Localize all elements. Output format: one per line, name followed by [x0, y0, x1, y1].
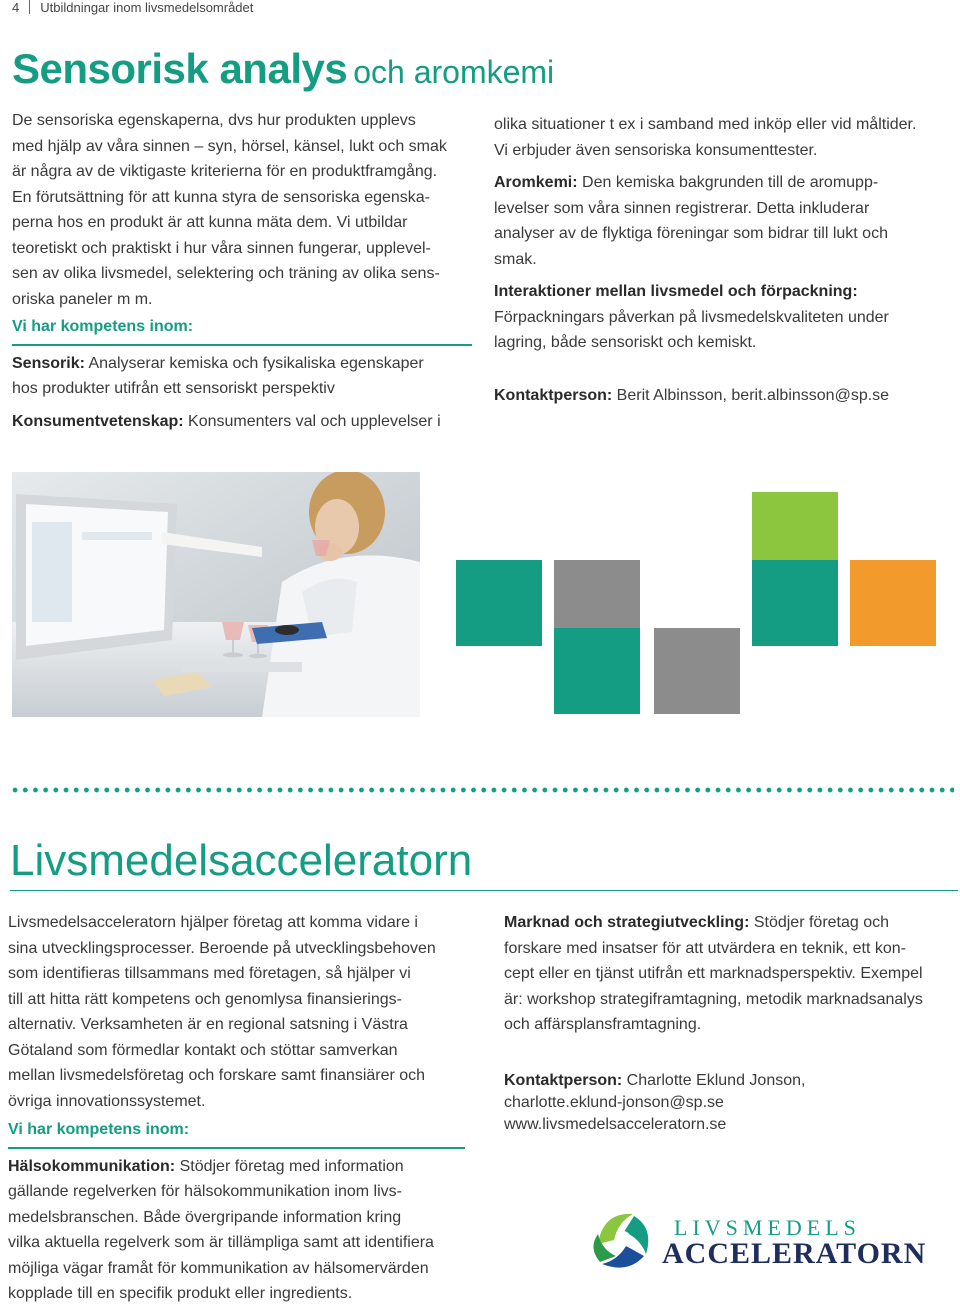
page-number: 4 [12, 0, 20, 15]
aromkemi-label: Aromkemi: [494, 174, 578, 191]
aromkemi-text: levelser som våra sinnen registrerar. Detta inkluderar [494, 199, 870, 217]
square-orange [850, 560, 936, 646]
aromkemi-text: smak. [494, 250, 537, 268]
sensorik-text: Analyserar kemiska och fysikaliska egenskaper [84, 354, 424, 372]
kontakt-text: Berit Albinsson, berit.albinsson@sp.se [612, 386, 890, 404]
paragraph-line: som identifieras tillsammans med företagen, så hjälper vi [8, 965, 411, 982]
paragraph-line: Götaland som förmedlar kontakt och stöttar samverkan [8, 1041, 398, 1059]
logo-swirl-icon [588, 1204, 658, 1274]
kontakt-label: Kontaktperson: [504, 1071, 623, 1089]
marknad-line: cept eller en tjänst utifrån ett marknadsperspektiv. Exempel [504, 965, 923, 982]
logo-line2: ACCELERATORN [662, 1237, 927, 1270]
halso-label: Hälsokommunikation: [8, 1157, 176, 1175]
intro-column [12, 108, 482, 434]
intro-line: med hjälp av våra sinnen – syn, hörsel, känsel, lukt och smak [12, 137, 447, 155]
intro-line: sen av olika livsmedel, selektering och träning av olika sens- [12, 265, 440, 282]
kontakt-line [494, 383, 956, 409]
lab-photo-illustration [12, 472, 420, 717]
interaktion-text: Förpackningars påverkan på livsmedelskvaliteten under [494, 308, 889, 326]
marknad-text: Stödjer företag och [749, 914, 890, 931]
lab-photo [12, 472, 420, 717]
halso-line: gällande regelverken för hälsokommunikation inom livs- [8, 1183, 402, 1200]
decorative-squares [450, 488, 910, 728]
kontakt-label: Kontaktperson: [494, 386, 613, 404]
title-bold: Sensorisk analys [12, 45, 348, 92]
konsument-cont: olika situationer t ex i samband med inköp eller vid måltider. [494, 116, 917, 133]
section-name: Utbildningar inom livsmedelsområdet [40, 0, 254, 15]
intro-line: är några av de viktigaste kriterierna för en produktframgång. [12, 163, 438, 180]
square-gray [654, 628, 740, 714]
square-teal [752, 560, 838, 646]
kontakt-website: www.livsmedelsacceleratorn.se [504, 1115, 727, 1133]
marknad-label: Marknad och strategiutveckling: [504, 914, 750, 931]
sensorik-text-cont: hos produkter utifrån ett sensoriskt perspektiv [12, 380, 335, 397]
title-light: och aromkemi [353, 54, 555, 90]
konsument-text: Konsumenters val och upplevelser i [183, 412, 441, 430]
intro-line: De sensoriska egenskaperna, dvs hur produkten upplevs [12, 112, 416, 129]
running-header [12, 0, 253, 16]
aromkemi-text: analyser av de flyktiga föreningar som bidrar till lukt och [494, 225, 888, 242]
halso-line: möjliga vägar framåt för kommunikation av hälsomervärden [8, 1259, 429, 1277]
marknad-item [504, 910, 958, 936]
paragraph-line: Livsmedelsacceleratorn hjälper företag att komma vidare i [8, 914, 418, 931]
heading-rule [8, 1147, 465, 1149]
accelerator-left-column [8, 910, 478, 1307]
intro-paragraph [12, 108, 482, 312]
heading-rule [12, 344, 472, 346]
square-teal [554, 628, 640, 714]
accelerator-title: Livsmedelsacceleratorn [10, 836, 473, 885]
aromkemi-text: Den kemiska bakgrunden till de aromupp- [577, 174, 879, 191]
accelerator-paragraph [8, 910, 478, 1114]
marknad-line: är: workshop strategiframtagning, metodik marknadsanalys [504, 990, 923, 1008]
kontakt-block [504, 1070, 958, 1136]
halso-line: vilka aktuella regelverk som är tillämpliga samt att identifiera [8, 1234, 434, 1251]
halso-line: medelsbranschen. Både övergripande information kring [8, 1208, 402, 1226]
accelerator-right-column [504, 910, 958, 1136]
konsument-label: Konsumentvetenskap: [12, 412, 184, 430]
marknad-line: och affärsplansframtagning. [504, 1016, 702, 1033]
paragraph-line: mellan livsmedelsföretag och forskare samt finansiärer och [8, 1067, 426, 1084]
marknad-line: forskare med insatser för att utvärdera en teknik, ett kon- [504, 939, 906, 957]
right-column [494, 112, 956, 408]
kontakt-email: charlotte.eklund-jonson@sp.se [504, 1093, 724, 1111]
interaktion-label: Interaktioner mellan livsmedel och förpackning: [494, 283, 858, 300]
intro-line: teoretiskt och praktiskt i hur våra sinnen fungerar, upplevel- [12, 239, 431, 257]
konsument-item [12, 409, 482, 435]
sensorik-label: Sensorik: [12, 354, 85, 372]
intro-line: oriska paneler m m. [12, 290, 153, 308]
kontakt-name: Charlotte Eklund Jonson, [622, 1071, 806, 1089]
section-title [12, 44, 554, 97]
title-rule [10, 890, 958, 891]
paragraph-line: övriga innovationssystemet. [8, 1092, 206, 1110]
interaktion-text: lagring, både sensoriskt och kemiskt. [494, 334, 757, 351]
paragraph-line: alternativ. Verksamheten är en regional satsning i Västra [8, 1016, 408, 1033]
halso-text: Stödjer företag med information [175, 1157, 404, 1175]
paragraph-line: till att hitta rätt kompetens och genomlysa finansierings- [8, 990, 402, 1008]
intro-line: perna hos en produkt är att kunna mäta dem. Vi utbildar [12, 214, 408, 231]
kontakt-line [504, 1070, 958, 1092]
kompetens-heading: Vi har kompetens inom: [8, 1121, 190, 1138]
dotted-divider [10, 786, 954, 794]
sensorik-item [12, 351, 482, 377]
accelerator-logo [588, 1200, 928, 1280]
halso-item [8, 1154, 478, 1180]
kompetens-heading: Vi har kompetens inom: [12, 318, 194, 335]
intro-line: En förutsättning för att kunna styra de sensoriska egenska- [12, 188, 431, 206]
halso-line: kopplade till en specifik produkt eller ingredients. [8, 1285, 353, 1302]
paragraph-line: sina utvecklingsprocesser. Beroende på utvecklingsbehoven [8, 939, 436, 957]
square-teal [456, 560, 542, 646]
aromkemi-item [494, 170, 956, 196]
header-divider [29, 0, 30, 14]
logo-line1: LIVSMEDELS [674, 1215, 861, 1240]
konsument-cont: Vi erbjuder även sensoriska konsumenttester. [494, 141, 818, 159]
